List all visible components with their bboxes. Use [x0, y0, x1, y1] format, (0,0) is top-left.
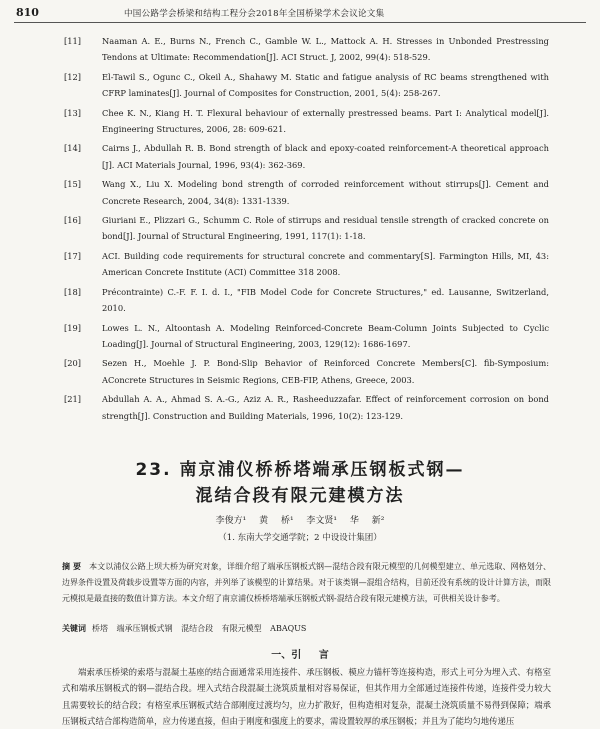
reference-number: [19]	[64, 322, 82, 333]
reference-number: [16]	[64, 215, 82, 226]
reference-number: [12]	[64, 71, 82, 82]
reference-text: Chee K. N., Kiang H. T. Flexural behaviour of externally prestressed beams. Part I: Analytical model[J]. Engineering Structures, 2006, 28: 609-621.	[102, 107, 549, 135]
abstract	[62, 558, 551, 607]
reference-text: Lowes L. N., Altoontash A. Modeling Reinforced-Concrete Beam-Column Joints Subjected to Cyclic Loading[J]. Journal of Structural Engineering, 2003, 129(12): 1686-1697.	[102, 322, 549, 349]
reference-list	[64, 33, 549, 427]
reference-item	[64, 105, 549, 138]
section-heading: 一、引 言	[271, 650, 329, 661]
reference-item	[64, 140, 549, 173]
reference-text: El-Tawil S., Ogunc C., Okeil A., Shahawy M. Static and fatigue analysis of RC beams strengthened with CFRP laminates[J]. Journal of Composites for Construction, 2001, 5(4): 258-267.	[102, 71, 549, 99]
abstract-label: 摘 要	[62, 561, 82, 571]
reference-text: Abdullah A. A., Ahmad S. A.-G., Aziz A. R., Rasheeduzzafar. Effect of reinforcement corrosion on bond strength[J]. Construction and Building Materials, 1996, 10(2): 123-129.	[102, 394, 549, 421]
reference-item	[64, 69, 549, 102]
keywords	[62, 623, 551, 634]
reference-item	[64, 248, 549, 281]
reference-text: Naaman A. E., Burns N., French C., Gamble W. L., Mattock A. H. Stresses in Unbonded Prestressing Tendons at Ultimate: Recommendation[J]. ACI Struct. J, 2002, 99(4): 518-529.	[102, 36, 549, 63]
keywords-label: 关键词	[62, 623, 86, 633]
page-header	[14, 6, 586, 23]
reference-number: [15]	[64, 179, 82, 190]
reference-number: [21]	[64, 394, 82, 405]
reference-text: ACI. Building code requirements for structural concrete and commentary[S]. Farmington Hills, MI, 43: American Concrete Institute (ACI) Committee 318 2008.	[102, 250, 549, 278]
reference-number: [18]	[64, 286, 82, 297]
title-line-2: 混结合段有限元建模方法	[195, 486, 405, 506]
title-line-1: 23. 南京浦仪桥桥塔端承压钢板式钢—	[135, 460, 465, 480]
running-title: 中国公路学会桥梁和结构工程分会2018年全国桥梁学术会议论文集	[124, 9, 385, 19]
reference-number: [17]	[64, 250, 82, 261]
reference-number: [14]	[64, 143, 82, 154]
reference-text: Cairns J., Abdullah R. B. Bond strength of black and epoxy-coated reinforcement-A theoretical approach [J]. ACI Materials Journal, 1996, 93(4): 362-369.	[102, 143, 549, 170]
author-list: 李俊方¹ 黄 桥¹ 李文贤¹ 华 新²	[215, 516, 385, 526]
intro-paragraph: 端索承压桥梁的索塔与混凝土基座的结合面通常采用连接件、承压钢板、模应力锚杆等连接构造，形式上可分为埋入式、有格室式和端承压钢板式的钢—混结合段。埋入式结合段混凝土浇筑质量相对容易保证，但其作用力全部通过连接件传递，连接件受力较大且需要较长的结合段；有格室承压钢板式结合部刚度过渡均匀，应力扩散好，但构造相对复杂，混凝土浇筑质量不易得到保障；端承压钢板式结合部构造简单，应力传递直接，但由于刚度和强度上的要求，需设置较厚的承压钢板；并且为了能均匀地传递压	[62, 667, 551, 726]
reference-item	[64, 355, 549, 388]
page-number: 810	[16, 6, 39, 19]
reference-item	[64, 320, 549, 353]
affiliation: （1. 东南大学交通学院；2 中设设计集团）	[218, 533, 382, 543]
reference-number: [11]	[64, 36, 82, 46]
reference-item	[64, 212, 549, 245]
reference-item	[64, 33, 549, 66]
abstract-text: 本文以浦仪公路上坝大桥为研究对象，详细介绍了端承压钢板式钢—混结合段有限元模型的几何模型建立、单元选取、网格划分、边界条件设置及荷载步设置等方面的内容，并列举了该模型的计算结果。对于该类钢—混组合结构，目前还没有系统的设计计算方法，而限元模拟是最直接的数值计算方法。本文介绍了南京浦仪桥桥塔端承压钢板式钢-混结合段有限元建模方法，可供相关设计参考。	[62, 562, 551, 603]
reference-item	[64, 284, 549, 317]
paper-title	[0, 457, 600, 509]
reference-text: Sezen H., Moehle J. P. Bond-Slip Behavior of Reinforced Concrete Members[C]. fib-Symposium: AConcrete Structures in Seismic Regions, CEB-FIP, Athens, Greece, 2003.	[102, 358, 549, 385]
keywords-text: 桥塔 端承压钢板式钢 混结合段 有限元模型 ABAQUS	[92, 624, 307, 633]
reference-text: Wang X., Liu X. Modeling bond strength of corroded reinforcement without stirrups[J]. Cement and Concrete Research, 2004, 34(8): 1331-1339.	[102, 179, 549, 206]
reference-number: [20]	[64, 358, 82, 369]
reference-number: [13]	[64, 107, 82, 118]
reference-text: Précontrainte) C.-F. F. I. d. I., "FIB Model Code for Concrete Structures," ed. Lausanne, Switzerland, 2010.	[102, 286, 549, 314]
reference-item	[64, 391, 549, 424]
reference-text: Giuriani E., Plizzari G., Schumm C. Role of stirrups and residual tensile strength of cracked concrete on bond[J]. Journal of Structural Engineering, 1991, 117(1): 1-18.	[102, 215, 549, 242]
reference-item	[64, 176, 549, 209]
